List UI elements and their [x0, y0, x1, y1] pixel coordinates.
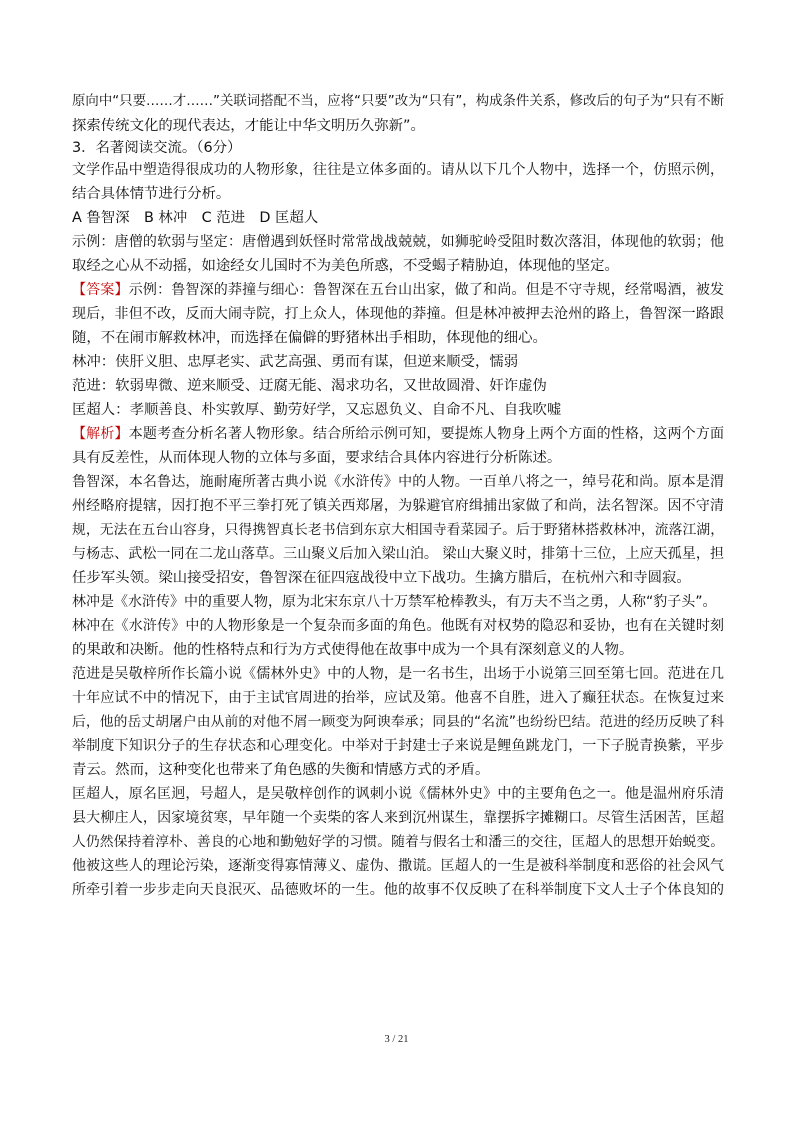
text-line: 取经之心从不动摇，如途经女儿国时不为美色所惑，不受蝎子精胁迫，体现他的坚定。 [72, 258, 619, 274]
text-line: 现后，非但不改，反而大闹寺院，打上众人，体现他的莽撞。但是林冲被押去沧州的路上，鲁智深一路跟 [72, 306, 724, 322]
text-line: 范进是吴敬梓所作长篇小说《儒林外史》中的人物，是一名书生，出场于小说第三回至第七回。范进在几 [72, 666, 724, 682]
text-line: 示例：唐僧的软弱与坚定：唐僧遇到妖怪时常常战战兢兢，如狮驼岭受阻时数次落泪，体现他的软弱；他 [72, 234, 724, 250]
text-line: 林冲：侠肝义胆、忠厚老实、武艺高强、勇而有谋，但逆来顺受，懦弱 [72, 354, 519, 370]
text-line: 州经略府提辖，因打抱不平三拳打死了镇关西郑屠，为躲避官府缉捕出家做了和尚，法名智深。因不守清 [72, 498, 724, 514]
text-line: 规，无法在五台山容身，只得携智真长老书信到东京大相国寺看菜园子。后于野猪林搭救林冲，流落江湖， [72, 522, 724, 538]
text-line: 原向中“只要……才……”关联词搭配不当，应将“只要”改为“只有”，构成条件关系，修改后的句子为“只有不断 [72, 94, 724, 109]
question-heading: 3．名著阅读交流。（6分） [72, 140, 242, 156]
page-body [72, 90, 724, 902]
text-line: 范进：软弱卑微、逆来顺受、迂腐无能、渴求功名，又世故圆滑、奸诈虚伪 [72, 378, 547, 394]
analysis-line: 【解析】本题考查分析名著人物形象。结合所给示例可知，要提炼人物身上两个方面的性格，这两个方面 [72, 426, 725, 442]
text-line: 文学作品中塑造得很成功的人物形象，往往是立体多面的。请从以下几个人物中，选择一个，仿照示例， [72, 162, 724, 178]
text-line: 结合具体情节进行分析。 [72, 186, 231, 202]
answer-line: 【答案】示例：鲁智深的莽撞与细心：鲁智深在五台山出家，做了和尚。但是不守寺规，经常喝酒，被发 [72, 282, 725, 298]
answer-tag: 【答案】 [72, 282, 129, 298]
text-line: 随，不在闹市解救林冲，而选择在偏僻的野猪林出手相助，体现他的细心。 [72, 330, 547, 346]
text-line: 鲁智深，本名鲁达，施耐庵所著古典小说《水浒传》中的人物。一百单八将之一，绰号花和尚。原本是渭 [72, 474, 724, 490]
text-line: 举制度下知识分子的生存状态和心理变化。中举对于封建士子来说是鲤鱼跳龙门，一下子脱青换紫，平步 [72, 738, 724, 754]
text-line: 具有反差性，从而体现人物的立体与多面，要求结合具体内容进行分析陈述。 [72, 450, 562, 466]
text-line: 人仍然保持着淳朴、善良的心地和勤勉好学的习惯。随着与假名士和潘三的交往，匡超人的思想开始蜕变。 [72, 834, 724, 850]
text-line: 他被这些人的理论污染，逐渐变得寡情薄义、虚伪、撒谎。匡超人的一生是被科举制度和恶俗的社会风气 [72, 858, 724, 874]
text-line: 后，他的岳丈胡屠户由从前的对他不屑一顾变为阿谀奉承；同县的“名流”也纷纷巴结。范进的经历反映了科 [72, 714, 724, 730]
text-line: 任步军头领。梁山接受招安，鲁智深在征四寇战役中立下战功。生擒方腊后，在杭州六和寺圆寂。 [72, 570, 691, 586]
page-number: 3 / 21 [384, 1034, 409, 1045]
text-line: 探索传统文化的现代表达，才能让中华文明历久弥新”。 [72, 118, 425, 134]
options-line: A 鲁智深 B 林冲 C 范进 D 匡超人 [72, 210, 319, 226]
analysis-tag: 【解析】 [72, 426, 129, 442]
text-line: 十年应试不中的情况下，由于主试官周进的抬举，应试及第。他喜不自胜，进入了癫狂状态。在恢复过来 [72, 690, 724, 706]
text-line: 的果敢和决断。他的性格特点和行为方式使得他在故事中成为一个具有深刻意义的人物。 [72, 642, 634, 658]
text-line: 林冲在《水浒传》中的人物形象是一个复杂而多面的角色。他既有对权势的隐忍和妥协，也有在关键时刻 [72, 618, 724, 634]
text-line: 匡超人，原名匡迥，号超人，是吴敬梓创作的讽刺小说《儒林外史》中的主要角色之一。他是温州府乐清 [72, 786, 724, 802]
text-line: 匡超人：孝顺善良、朴实敦厚、勤劳好学，又忘恩负义、自命不凡、自我吹嘘 [72, 402, 562, 418]
text-line: 县大柳庄人，因家境贫寒，早年随一个卖柴的客人来到沉州谋生，靠摆拆字摊糊口。尽管生活困苦，匡超 [72, 810, 724, 826]
text-line: 林冲是《水浒传》中的重要人物，原为北宋东京八十万禁军枪棒教头，有万夫不当之勇，人称“豹子头”。 [72, 594, 717, 610]
text-line: 所牵引着一步步走向天良泯灭、品德败坏的一生。他的故事不仅反映了在科举制度下文人士子个体良知的 [72, 882, 724, 898]
text-line: 青云。然而，这种变化也带来了角色感的失衡和情感方式的矛盾。 [72, 762, 490, 778]
text-line: 与杨志、武松一同在二龙山落草。三山聚义后加入梁山泊。 梁山大聚义时，排第十三位，上应天孤星，担 [72, 546, 724, 562]
